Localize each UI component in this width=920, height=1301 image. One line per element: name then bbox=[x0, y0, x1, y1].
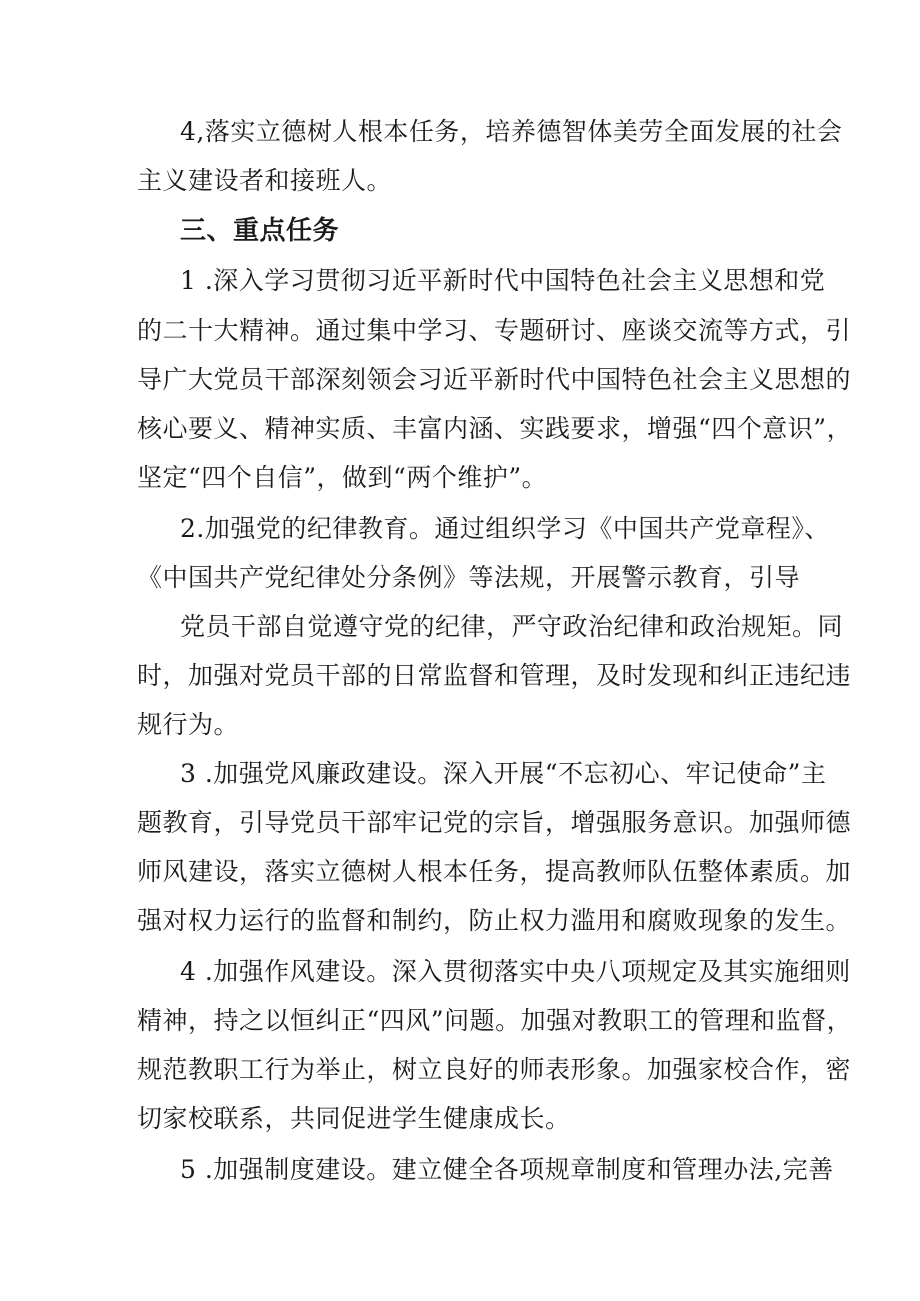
paragraph-line: 主义建设者和接班人。 bbox=[137, 166, 393, 195]
paragraph-line: 5 .加强制度建设。建立健全各项规章制度和管理办法,完善 bbox=[180, 1155, 834, 1184]
paragraph-line: 4 .加强作风建设。深入贯彻落实中央八项规定及其实施细则 bbox=[180, 957, 851, 986]
paragraph-line: 核心要义、精神实质、丰富内涵、实践要求，增强“四个意识”， bbox=[137, 414, 853, 443]
paragraph-line: 4,落实立德树人根本任务，培养德智体美劳全面发展的社会 bbox=[180, 117, 843, 146]
paragraph-line: 精神，持之以恒纠正“四风”问题。加强对教职工的管理和监督， bbox=[137, 1006, 853, 1035]
paragraph-line: 规行为。 bbox=[137, 710, 240, 739]
paragraph-line: 导广大党员干部深刻领会习近平新时代中国特色社会主义思想的 bbox=[137, 365, 852, 394]
paragraph-line: 题教育，引导党员干部牢记党的宗旨，增强服务意识。加强师德 bbox=[137, 808, 852, 837]
paragraph-line: 师风建设，落实立德树人根本任务，提高教师队伍整体素质。加 bbox=[137, 857, 852, 886]
paragraph-line: 规范教职工行为举止，树立良好的师表形象。加强家校合作，密 bbox=[137, 1055, 852, 1084]
paragraph-line: 2.加强党的纪律教育。通过组织学习《中国共产党章程》、 bbox=[180, 514, 830, 543]
paragraph-line: 3 .加强党风廉政建设。深入开展“不忘初心、牢记使命”主 bbox=[180, 759, 827, 788]
section-heading: 三、重点任务 bbox=[180, 216, 340, 246]
paragraph-line: 党员干部自觉遵守党的纪律，严守政治纪律和政治规矩。同 bbox=[180, 612, 844, 641]
paragraph-line: 《中国共产党纪律处分条例》等法规，开展警示教育，引导 bbox=[137, 563, 801, 592]
paragraph-line: 1 .深入学习贯彻习近平新时代中国特色社会主义思想和党 bbox=[180, 266, 826, 295]
paragraph-line: 时，加强对党员干部的日常监督和管理，及时发现和纠正违纪违 bbox=[137, 661, 852, 690]
paragraph-line: 切家校联系，共同促进学生健康成长。 bbox=[137, 1104, 571, 1133]
paragraph-line: 强对权力运行的监督和制约，防止权力滥用和腐败现象的发生。 bbox=[137, 906, 852, 935]
paragraph-line: 坚定“四个自信”，做到“两个维护”。 bbox=[137, 463, 548, 492]
paragraph-line: 的二十大精神。通过集中学习、专题研讨、座谈交流等方式，引 bbox=[137, 316, 852, 345]
